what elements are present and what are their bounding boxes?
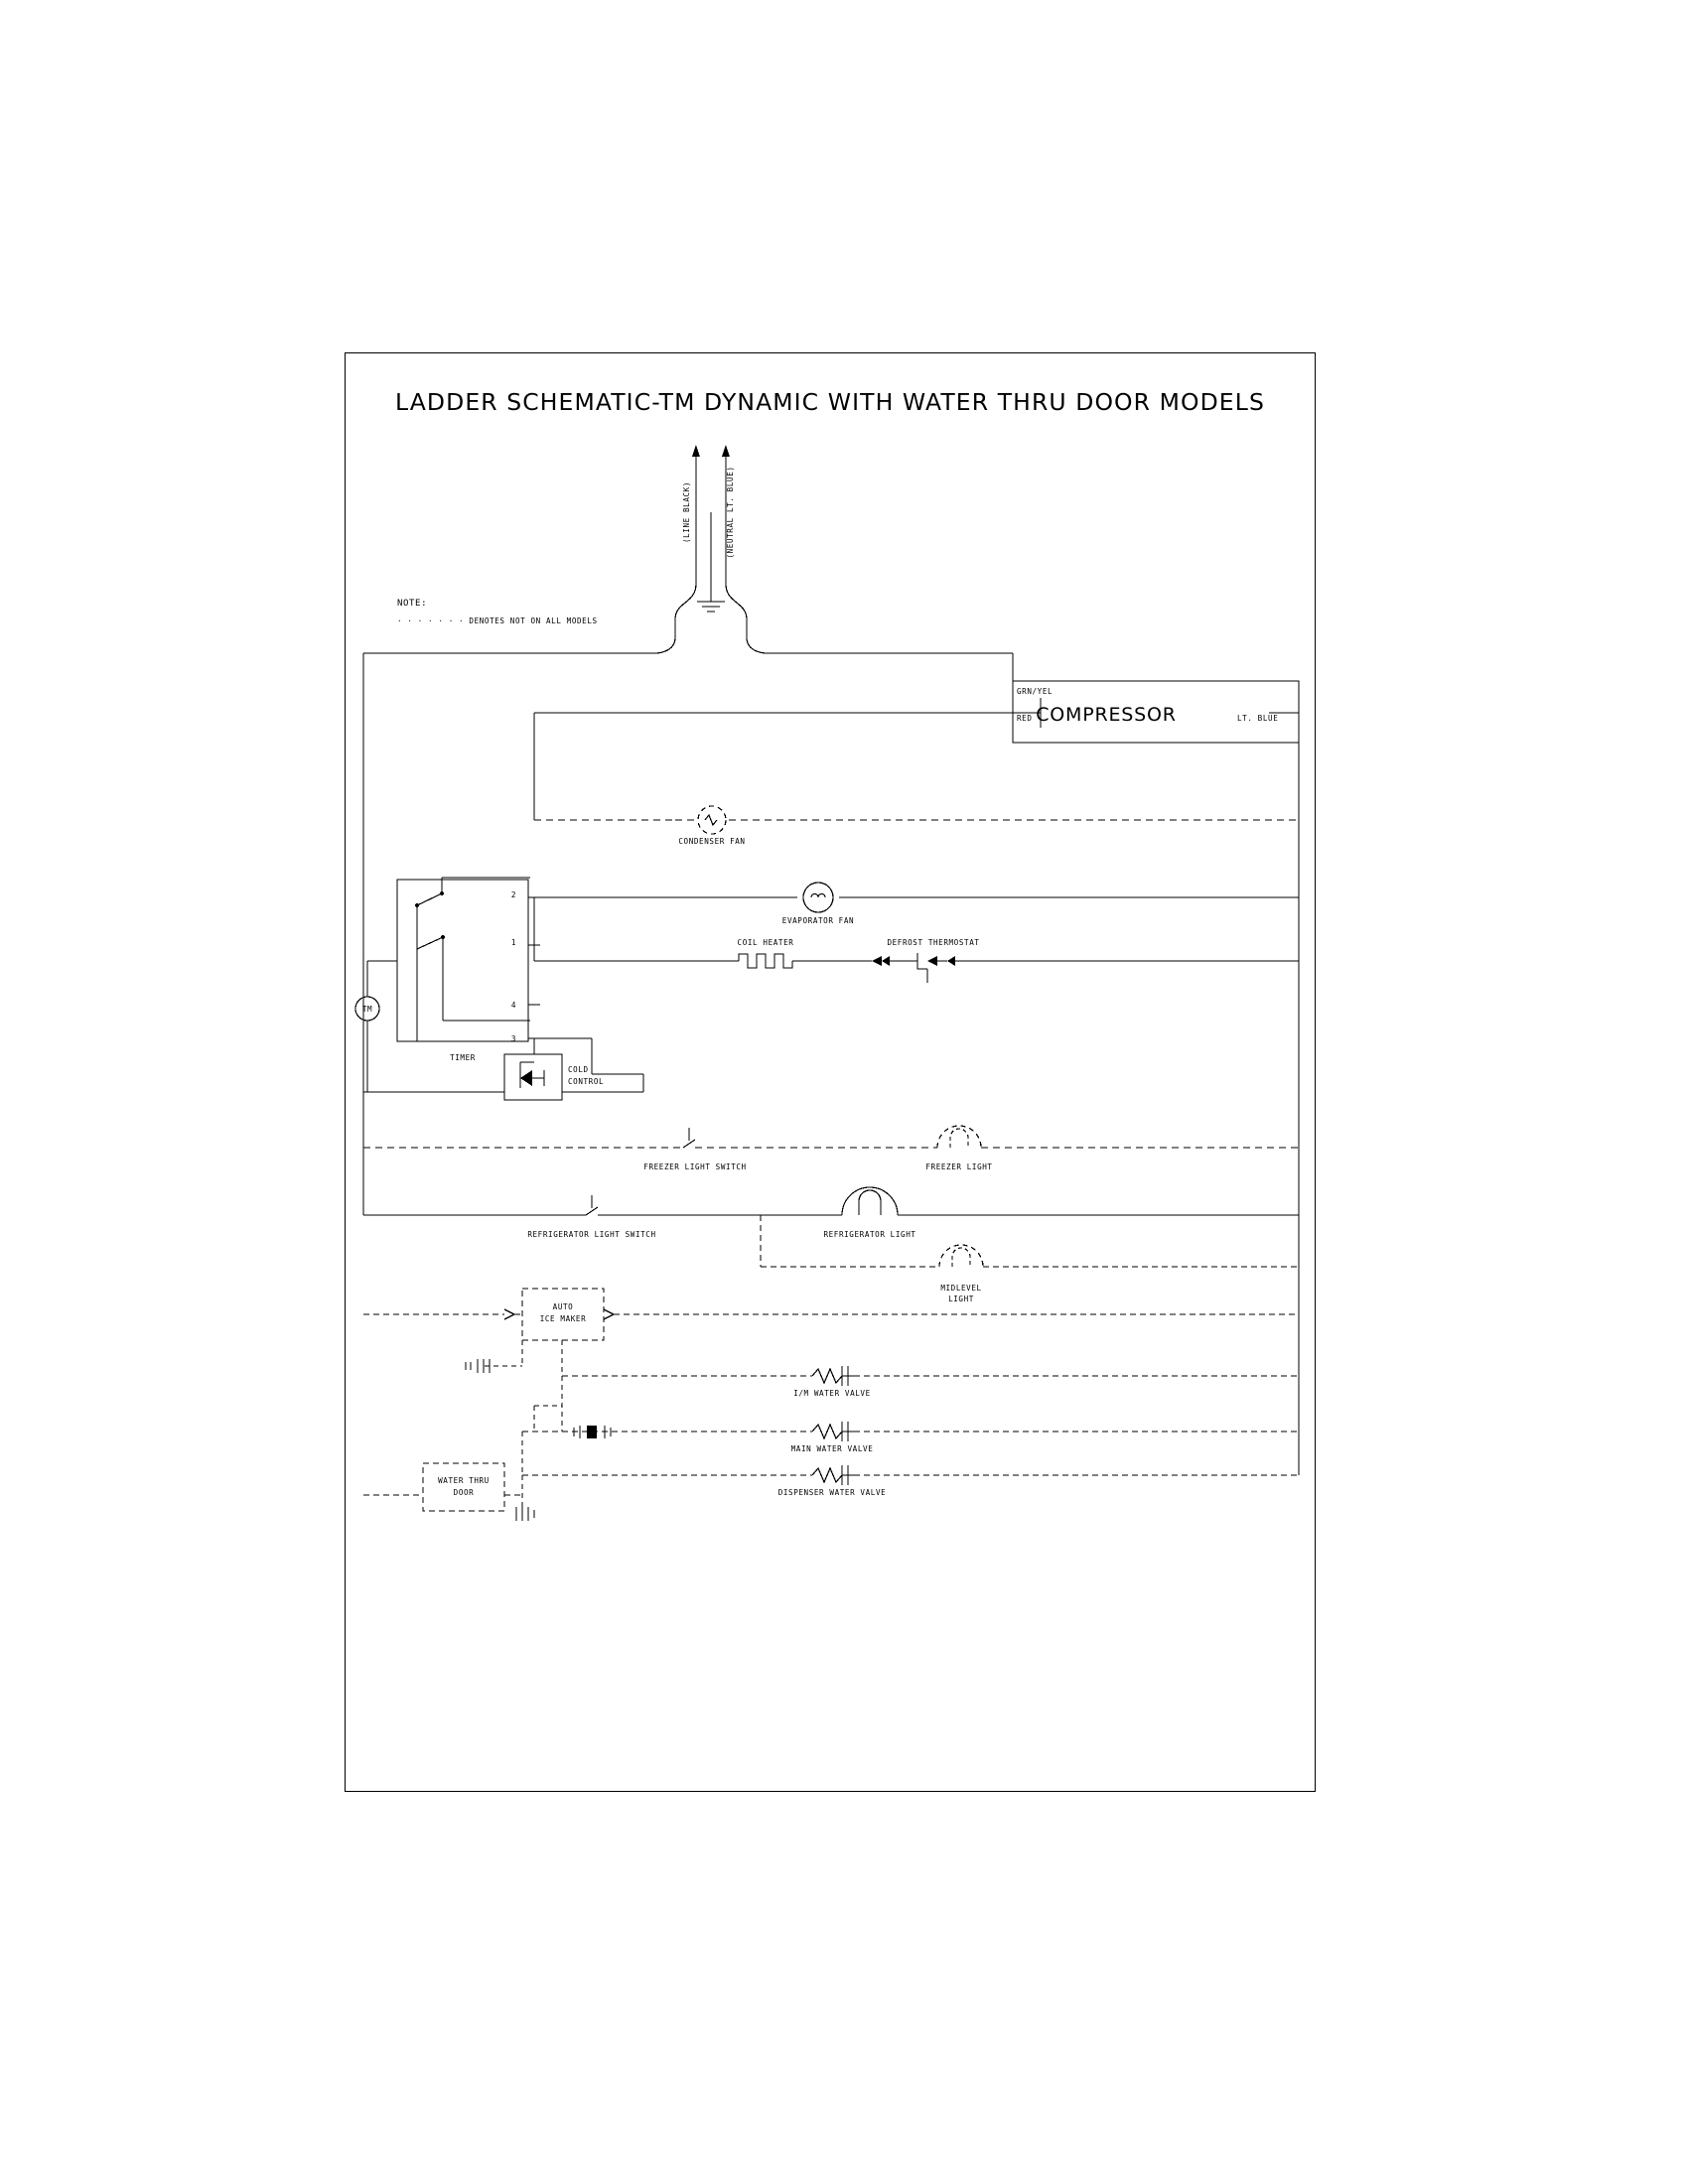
main-water-valve-label: MAIN WATER VALVE: [790, 1444, 874, 1453]
water-thru-door-label-line2: DOOR: [453, 1488, 475, 1497]
rung-evaporator-fan: [534, 883, 1299, 912]
timer-terminal-3-label: 3: [510, 1034, 516, 1043]
dispenser-water-valve-label: DISPENSER WATER VALVE: [777, 1488, 887, 1497]
rung-defrost-heater: [534, 953, 1299, 983]
auto-ice-maker-label-line1: AUTO: [552, 1302, 574, 1311]
im-water-valve-label: I/M WATER VALVE: [793, 1389, 871, 1398]
rung-main-water-valve: [522, 1406, 1299, 1441]
midlevel-light-label-line2: LIGHT: [948, 1295, 974, 1303]
auto-ice-maker-label-line2: ICE MAKER: [539, 1314, 587, 1323]
rung-condenser-fan: [534, 806, 1299, 834]
note-heading: NOTE:: [397, 599, 428, 609]
timer-terminal-2-label: 2: [510, 890, 516, 899]
ladder-schematic-drawing: [346, 353, 1317, 1793]
rung-im-water-valve: [562, 1366, 1299, 1386]
note-text: · · · · · · · DENOTES NOT ON ALL MODELS: [397, 616, 598, 625]
condenser-fan-label: CONDENSER FAN: [678, 837, 746, 846]
freezer-light-label: FREEZER LIGHT: [925, 1162, 993, 1171]
evaporator-fan-label: EVAPORATOR FAN: [781, 916, 855, 925]
rung-freezer-light: [363, 1126, 1299, 1148]
cold-control-label-line1: COLD: [568, 1065, 589, 1074]
ladder-rails: [363, 653, 1299, 1475]
line-black-label: (LINE BLACK): [682, 480, 691, 544]
refrigerator-light-label: REFRIGERATOR LIGHT: [823, 1230, 916, 1239]
compressor-label: COMPRESSOR: [1036, 704, 1177, 726]
water-thru-door-label-line1: WATER THRU: [438, 1476, 490, 1485]
page-title: LADDER SCHEMATIC-TM DYNAMIC WITH WATER THRU DOOR MODELS: [395, 388, 1265, 416]
coil-heater-label: COIL HEATER: [737, 938, 794, 947]
timer-block: [355, 878, 643, 1092]
timer-label: TIMER: [450, 1053, 476, 1062]
neutral-label: (NEUTRAL LT. BLUE): [726, 466, 735, 559]
rung-midlevel-light: [761, 1215, 1299, 1267]
schematic-frame: [345, 352, 1316, 1792]
refrigerator-light-switch-label: REFRIGERATOR LIGHT SWITCH: [527, 1230, 656, 1239]
timer-terminal-4-label: 4: [510, 1001, 516, 1010]
compressor-block: [534, 681, 1299, 820]
timer-terminal-1-label: 1: [510, 938, 516, 947]
freezer-light-switch-label: FREEZER LIGHT SWITCH: [643, 1162, 747, 1171]
compressor-red-wire-label: RED: [1017, 714, 1033, 723]
rung-auto-ice-maker: [363, 1289, 1299, 1432]
cold-control-block: [504, 1054, 562, 1100]
timer-motor-label: TM: [361, 1005, 373, 1014]
rung-refrigerator-light: [363, 1148, 1299, 1215]
defrost-thermostat-label: DEFROST THERMOSTAT: [887, 938, 980, 947]
cold-control-label-line2: CONTROL: [568, 1077, 605, 1086]
compressor-ltblue-wire-label: LT. BLUE: [1237, 714, 1279, 723]
rung-dispenser-water-valve: [522, 1465, 1299, 1485]
midlevel-light-label-line1: MIDLEVEL: [940, 1284, 982, 1293]
compressor-ground-wire-label: GRN/YEL: [1017, 687, 1054, 696]
